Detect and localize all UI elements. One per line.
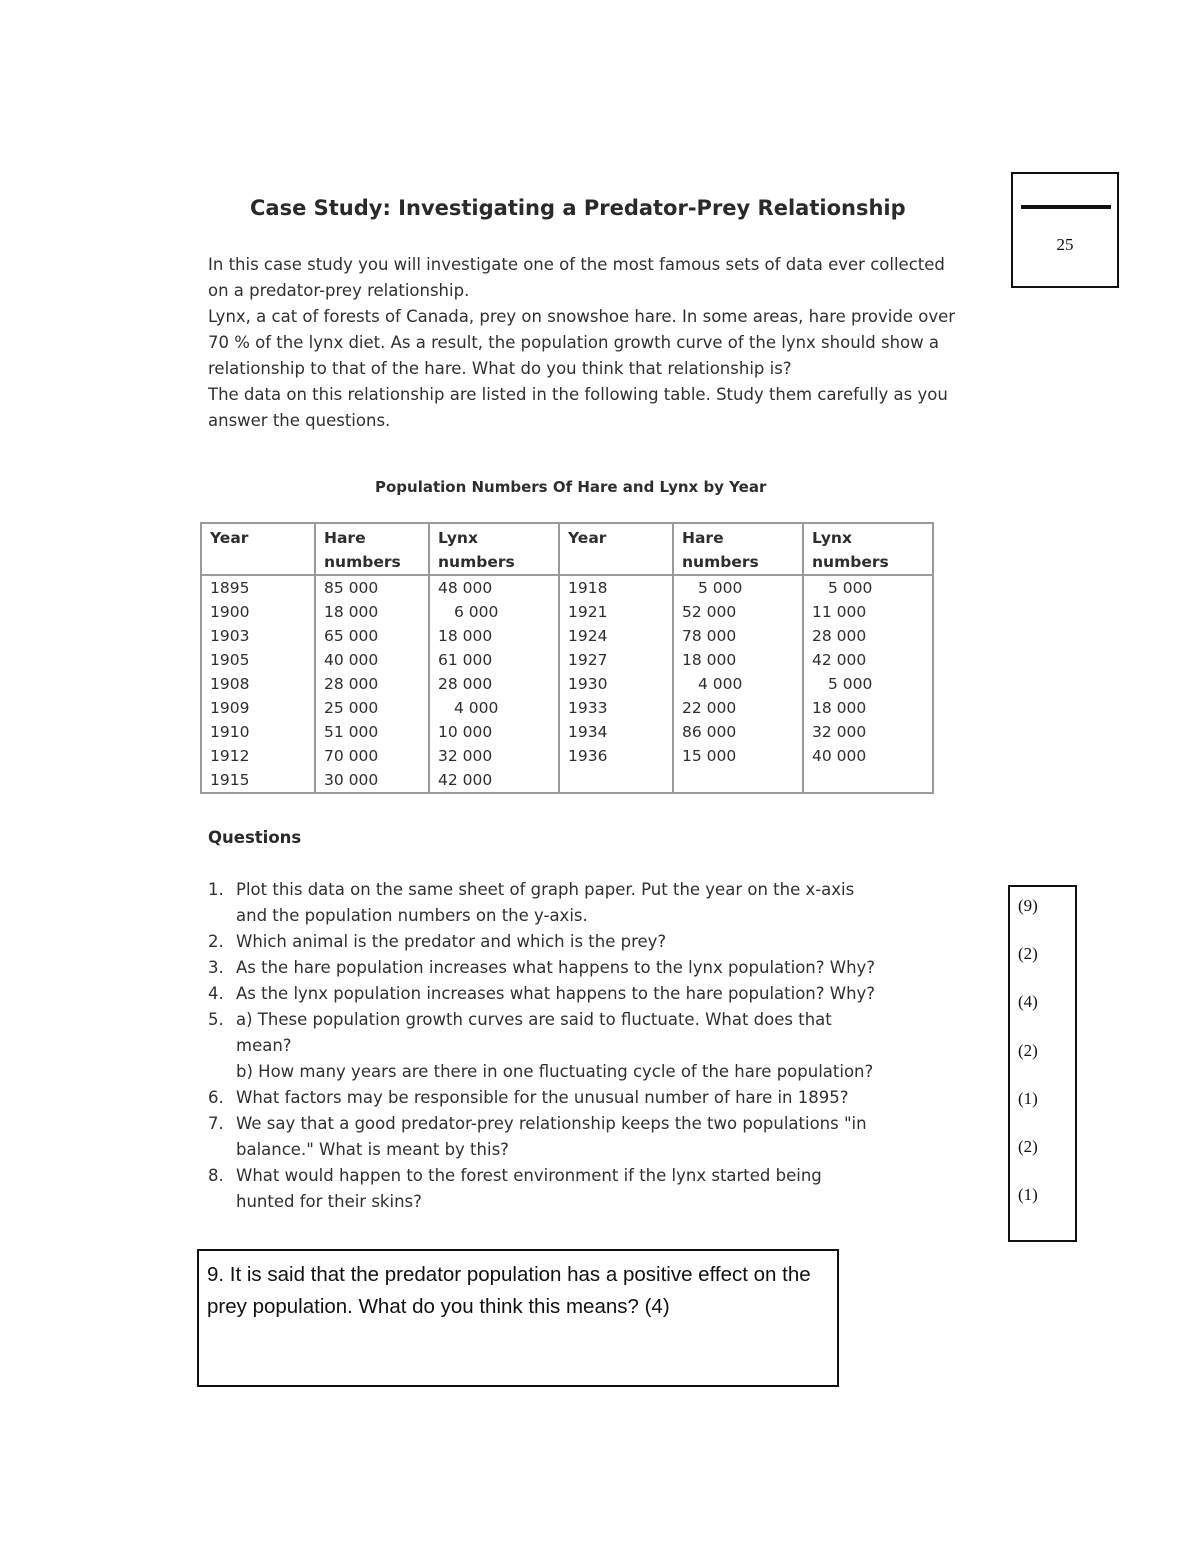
table-cell: 1908: [201, 672, 315, 696]
table-row: [201, 575, 933, 600]
table-row: [201, 696, 933, 720]
question-number: 3.: [208, 958, 224, 977]
table-cell: 1910: [201, 720, 315, 744]
table-cell: [803, 768, 933, 793]
table-cell: 1918: [559, 575, 673, 600]
table-cell: 4 000: [673, 672, 803, 696]
table-cell: 1934: [559, 720, 673, 744]
question-text: Plot this data on the same sheet of graph paper. Put the year on the x-axis and the population numbers on the y-axis.: [236, 880, 855, 925]
question-number: 5.: [208, 1010, 224, 1029]
table-cell: 1912: [201, 744, 315, 768]
table-cell: 28 000: [429, 672, 559, 696]
question-text: Which animal is the predator and which is the prey?: [236, 932, 667, 951]
question-9-text: 9. It is said that the predator population has a positive effect on the prey population. What do you think this means? (4): [207, 1263, 811, 1318]
table-cell: 65 000: [315, 624, 429, 648]
table-cell: 1905: [201, 648, 315, 672]
table-cell: 51 000: [315, 720, 429, 744]
question-item: [208, 877, 968, 929]
question-number: 4.: [208, 984, 224, 1003]
table-cell: [673, 768, 803, 793]
table-cell: 1936: [559, 744, 673, 768]
question-text: What would happen to the forest environment if the lynx started being hunted for their skins?: [236, 1166, 822, 1211]
page-title: Case Study: Investigating a Predator-Prey Relationship: [250, 196, 906, 220]
question-item: [208, 929, 968, 955]
table-cell: 25 000: [315, 696, 429, 720]
table-cell: 32 000: [429, 744, 559, 768]
table-header-cell: Lynx numbers: [429, 523, 559, 575]
questions-heading: Questions: [208, 828, 302, 847]
question-number: 1.: [208, 880, 224, 899]
table-header-row: [201, 523, 933, 575]
table-cell: 85 000: [315, 575, 429, 600]
question-number: 6.: [208, 1088, 224, 1107]
score-box: [1011, 172, 1119, 288]
table-cell: 18 000: [315, 600, 429, 624]
table-cell: 5 000: [803, 672, 933, 696]
mark-value: (1): [1018, 1088, 1038, 1108]
mark-value: (2): [1018, 1040, 1038, 1060]
table-row: [201, 672, 933, 696]
question-item: [208, 1163, 968, 1215]
table-cell: 61 000: [429, 648, 559, 672]
table-cell: 28 000: [315, 672, 429, 696]
mark-value: (9): [1018, 896, 1038, 915]
table-cell: 40 000: [803, 744, 933, 768]
question-text: As the lynx population increases what happens to the hare population? Why?: [236, 984, 876, 1003]
question-text: a) These population growth curves are said to fluctuate. What does that mean? b) How many years are there in one fluctuating cycle of the hare population?: [236, 1010, 874, 1081]
question-item: [208, 1007, 968, 1085]
table-cell: 1895: [201, 575, 315, 600]
table-cell: 1909: [201, 696, 315, 720]
table-cell: 18 000: [673, 648, 803, 672]
table-cell: 78 000: [673, 624, 803, 648]
table-cell: 40 000: [315, 648, 429, 672]
table-cell: 18 000: [803, 696, 933, 720]
table-cell: 15 000: [673, 744, 803, 768]
question-text: As the hare population increases what happens to the lynx population? Why?: [236, 958, 876, 977]
table-cell: 5 000: [803, 575, 933, 600]
question-number: 7.: [208, 1114, 224, 1133]
question-9-box: [197, 1249, 839, 1387]
intro-paragraph: Lynx, a cat of forests of Canada, prey on snowshoe hare. In some areas, hare provide over 70 % of the lynx diet. As a result, the population growth curve of the lynx should show a relationship to that of the hare. What do you think that relationship is?: [208, 307, 956, 378]
question-text: We say that a good predator-prey relationship keeps the two populations "in balance." What is meant by this?: [236, 1114, 867, 1159]
table-cell: 1900: [201, 600, 315, 624]
table-cell: 1933: [559, 696, 673, 720]
intro-paragraph: In this case study you will investigate one of the most famous sets of data ever collected on a predator-prey relationship.: [208, 255, 945, 300]
question-text: What factors may be responsible for the unusual number of hare in 1895?: [236, 1088, 849, 1107]
table-cell: [559, 768, 673, 793]
population-table: [200, 522, 934, 794]
table-cell: 11 000: [803, 600, 933, 624]
table-body: [201, 575, 933, 793]
score-line: [1021, 205, 1111, 209]
table-cell: 42 000: [803, 648, 933, 672]
table-row: [201, 624, 933, 648]
intro-paragraph: The data on this relationship are listed in the following table. Study them carefully as you answer the questions.: [208, 385, 948, 430]
table-cell: 5 000: [673, 575, 803, 600]
table-cell: 10 000: [429, 720, 559, 744]
table-header-cell: Lynx numbers: [803, 523, 933, 575]
table-cell: 18 000: [429, 624, 559, 648]
questions-list: [208, 877, 968, 1215]
table-cell: 22 000: [673, 696, 803, 720]
mark-value: (2): [1018, 944, 1038, 964]
table-cell: 70 000: [315, 744, 429, 768]
table-cell: 86 000: [673, 720, 803, 744]
question-number: 8.: [208, 1166, 224, 1185]
table-cell: 1930: [559, 672, 673, 696]
table-cell: 28 000: [803, 624, 933, 648]
question-item: [208, 1085, 968, 1111]
table-cell: 1915: [201, 768, 315, 793]
score-total: 25: [1056, 235, 1074, 254]
table-header-cell: Year: [559, 523, 673, 575]
table-cell: 32 000: [803, 720, 933, 744]
table-row: [201, 720, 933, 744]
question-item: [208, 1111, 968, 1163]
mark-value: (4): [1018, 992, 1038, 1012]
table-caption: Population Numbers Of Hare and Lynx by Year: [375, 478, 767, 496]
intro-text: [208, 252, 968, 434]
question-item: [208, 955, 968, 981]
table-header-cell: Hare numbers: [315, 523, 429, 575]
table-cell: 1924: [559, 624, 673, 648]
table-cell: 48 000: [429, 575, 559, 600]
marks-box: [1008, 885, 1077, 1242]
table-cell: 52 000: [673, 600, 803, 624]
table-cell: 1921: [559, 600, 673, 624]
mark-value: (2): [1018, 1137, 1038, 1156]
table-cell: 42 000: [429, 768, 559, 793]
table-header-cell: Hare numbers: [673, 523, 803, 575]
table-row: [201, 768, 933, 793]
table-row: [201, 600, 933, 624]
table-cell: 4 000: [429, 696, 559, 720]
table-row: [201, 744, 933, 768]
table-cell: 1927: [559, 648, 673, 672]
table-cell: 6 000: [429, 600, 559, 624]
question-item: [208, 981, 968, 1007]
table-header-cell: Year: [201, 523, 315, 575]
mark-value: (1): [1018, 1185, 1038, 1205]
table-cell: 1903: [201, 624, 315, 648]
question-number: 2.: [208, 932, 224, 951]
table-row: [201, 648, 933, 672]
table-cell: 30 000: [315, 768, 429, 793]
